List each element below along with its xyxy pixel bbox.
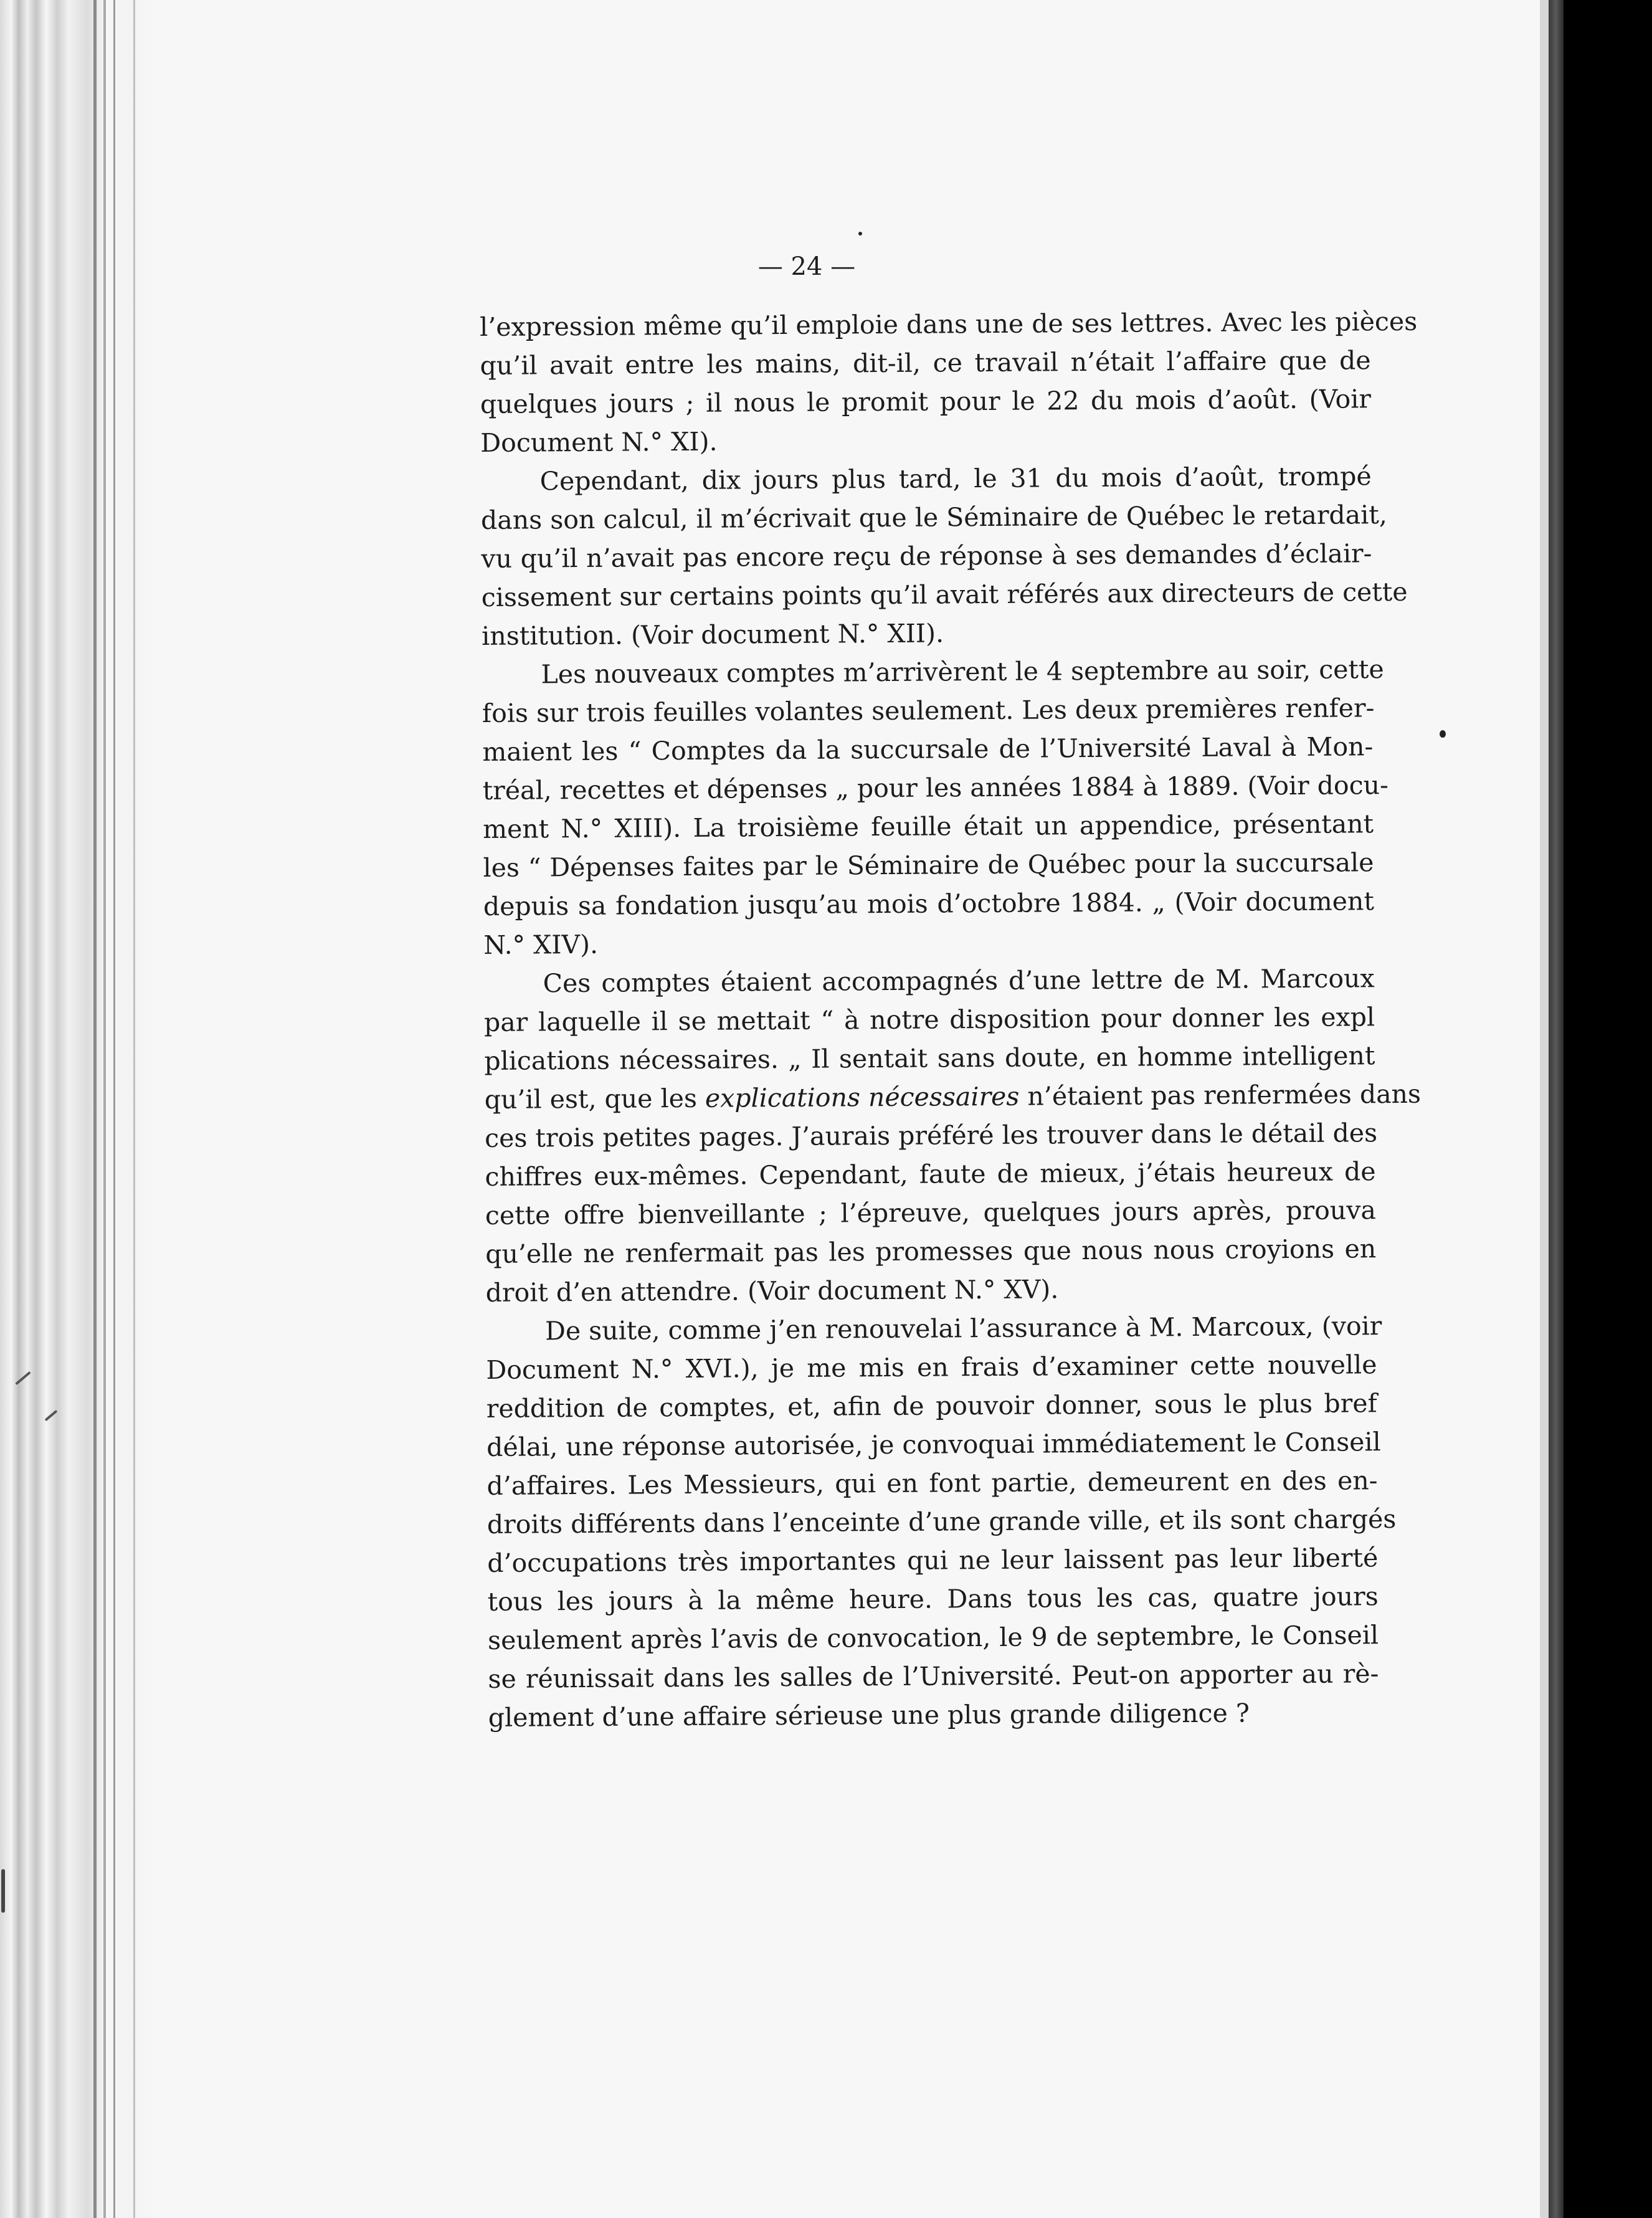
text-line	[484, 1075, 1422, 1119]
text-line: ment N.° XIII). La troisième feuille était un appendice, présentant	[482, 809, 1374, 844]
text-line: tous les jours à la même heure. Dans tous les cas, quatre jours	[487, 1581, 1379, 1617]
text-line: N.° XIV).	[483, 929, 599, 960]
text-line: dans son calcul, il m’écrivait que le Séminaire de Québec le retardait,	[480, 500, 1387, 535]
text-line: seulement après l’avis de convocation, le 9 de septembre, le Conseil	[487, 1620, 1379, 1655]
text-line: les “ Dépenses faites par le Séminaire de Québec pour la succursale	[483, 847, 1374, 883]
scan-speck	[1, 1869, 5, 1913]
text-line: cette offre bienveillante ; l’épreuve, quelques jours après, prouva	[485, 1195, 1377, 1230]
text-line: Cependant, dix jours plus tard, le 31 du mois d’août, trompé	[539, 461, 1372, 497]
text-line: délai, une réponse autorisée, je convoquai immédiatement le Conseil	[487, 1427, 1381, 1462]
text-line: vu qu’il n’avait pas encore reçu de réponse à ses demandes d’éclair-	[481, 538, 1372, 574]
paragraph	[480, 457, 1408, 655]
italic-phrase: explications nécessaires	[705, 1081, 1020, 1113]
paragraph	[483, 959, 1422, 1312]
right-page-edge	[1540, 0, 1549, 2218]
scan-background	[1564, 0, 1652, 2218]
text-line: Les nouveaux comptes m’arrivèrent le 4 septembre au soir, cette	[541, 654, 1384, 690]
text-line: depuis sa fondation jusqu’au mois d’octobre 1884. „ (Voir document	[483, 886, 1374, 921]
text-line: De suite, comme j’en renouvelai l’assurance à M. Marcoux, (voir	[544, 1311, 1382, 1346]
scan-speck	[858, 232, 862, 236]
text-line: d’affaires. Les Messieurs, qui en font partie, demeurent en des en-	[487, 1465, 1378, 1501]
text-line: l’expression même qu’il emploie dans une de ses lettres. Avec les pièces	[480, 306, 1418, 342]
text-line: droits différents dans l’enceinte d’une grande ville, et ils sont chargés	[487, 1504, 1397, 1540]
page-edge-line	[103, 0, 106, 2218]
text-line: d’occupations très importantes qui ne leur laissent pas leur liberté	[487, 1543, 1379, 1578]
text-line: par laquelle il se mettait “ à notre disposition pour donner les expl	[483, 1002, 1375, 1037]
text-line: qu’elle ne renfermait pas les promesses que nous nous croyions en	[485, 1234, 1377, 1269]
text-line: glement d’une affaire sérieuse une plus grande diligence ?	[488, 1698, 1250, 1733]
text-line: plications nécessaires. „ Il sentait sans doute, en homme intelligent	[484, 1040, 1375, 1076]
text-line: chiffres eux-mêmes. Cependant, faute de mieux, j’étais heureux de	[485, 1156, 1376, 1192]
text-line: fois sur trois feuilles volantes seulement. Les deux premières renfer-	[482, 693, 1375, 728]
text-line: institution. (Voir document N.° XII).	[482, 618, 944, 651]
page-edge-line	[133, 0, 135, 2218]
text-line: Ces comptes étaient accompagnés d’une lettre de M. Marcoux	[543, 963, 1375, 999]
text-line: Document N.° XVI.), je me mis en frais d’examiner cette nouvelle	[486, 1349, 1377, 1385]
text-line: ces trois petites pages. J’aurais préféré les trouver dans le détail des	[484, 1118, 1378, 1153]
scan-speck	[1440, 730, 1446, 738]
text-line: se réunissait dans les salles de l’Université. Peut-on apporter au rè-	[488, 1659, 1379, 1694]
right-page-shadow	[1549, 0, 1564, 2218]
text-line: droit d’en attendre. (Voir document N.° XV).	[485, 1274, 1059, 1308]
paragraph	[486, 1307, 1397, 1737]
paragraph	[482, 650, 1389, 964]
text-fragment: n’étaient pas renfermées dans	[1019, 1078, 1422, 1111]
text-line: maient les “ Comptes da la succursale de l’Université Laval à Mon-	[482, 731, 1374, 767]
page-edge-line	[93, 0, 97, 2218]
text-fragment: qu’il est, que les	[484, 1083, 706, 1115]
text-line: cissement sur certains points qu’il avait référés aux directeurs de cette	[481, 576, 1408, 612]
text-line: Document N.° XI).	[480, 426, 718, 458]
page-number: — 24 —	[757, 252, 856, 281]
text-line: quelques jours ; il nous le promit pour le 22 du mois d’août. (Voir	[480, 384, 1372, 419]
paragraph	[480, 302, 1418, 462]
text-line: reddition de comptes, et, afin de pouvoir donner, sous le plus bref	[486, 1388, 1377, 1424]
text-line: qu’il avait entre les mains, dit-il, ce travail n’était l’affaire que de	[480, 345, 1371, 381]
book-binding-edge	[0, 0, 156, 2218]
body-text	[480, 302, 1422, 1737]
text-line: tréal, recettes et dépenses „ pour les années 1884 à 1889. (Voir docu-	[482, 770, 1389, 806]
page-edge-line	[113, 0, 115, 2218]
